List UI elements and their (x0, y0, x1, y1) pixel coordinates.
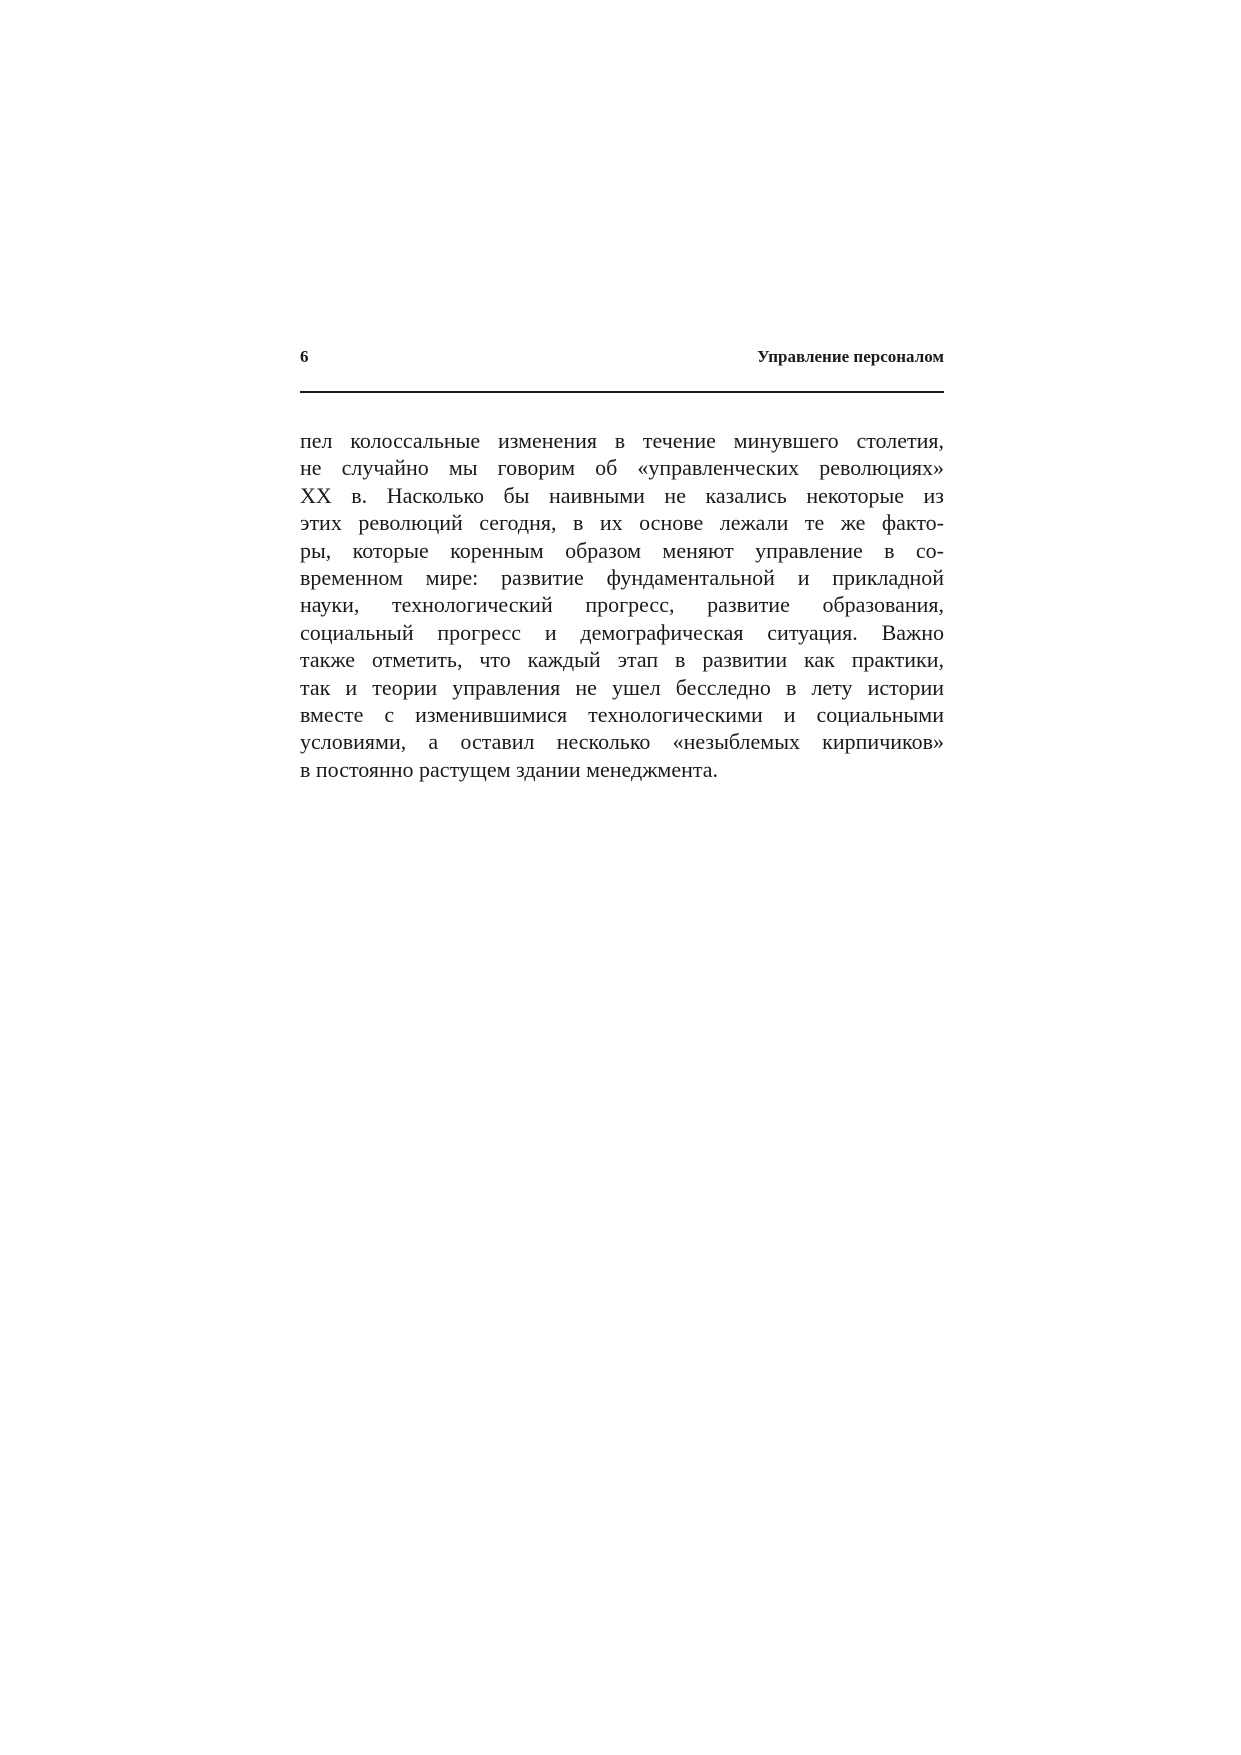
text-line: не случайно мы говорим об «управленческих революциях» (300, 455, 944, 481)
text-line: вместе с изменившимися технологическими и социальными (300, 701, 944, 727)
text-line: пел колоссальные изменения в течение минувшего столетия, (300, 428, 944, 453)
running-header (300, 346, 944, 368)
running-title: Управление персоналом (757, 347, 944, 366)
body-paragraph (300, 427, 944, 783)
text-line: социальный прогресс и демографическая ситуация. Важно (300, 619, 944, 645)
page-number: 6 (300, 347, 309, 366)
text-line: также отметить, что каждый этап в развитии как практики, (300, 647, 944, 673)
header-rule (300, 391, 944, 393)
text-line: временном мире: развитие фундаментальной и прикладной (300, 564, 944, 590)
text-line: в постоянно растущем здании менеджмента. (300, 756, 719, 782)
text-line: науки, технологический прогресс, развитие образования, (300, 592, 944, 618)
text-line: так и теории управления не ушел бесследно в лету истории (300, 674, 944, 700)
text-line: условиями, а оставил несколько «незыблемых кирпичиков» (300, 729, 944, 755)
text-line: этих революций сегодня, в их основе лежали те же факто- (300, 510, 944, 536)
text-line: ры, которые коренным образом меняют управление в со- (300, 537, 944, 563)
text-line: XX в. Насколько бы наивными не казались некоторые из (300, 482, 944, 508)
